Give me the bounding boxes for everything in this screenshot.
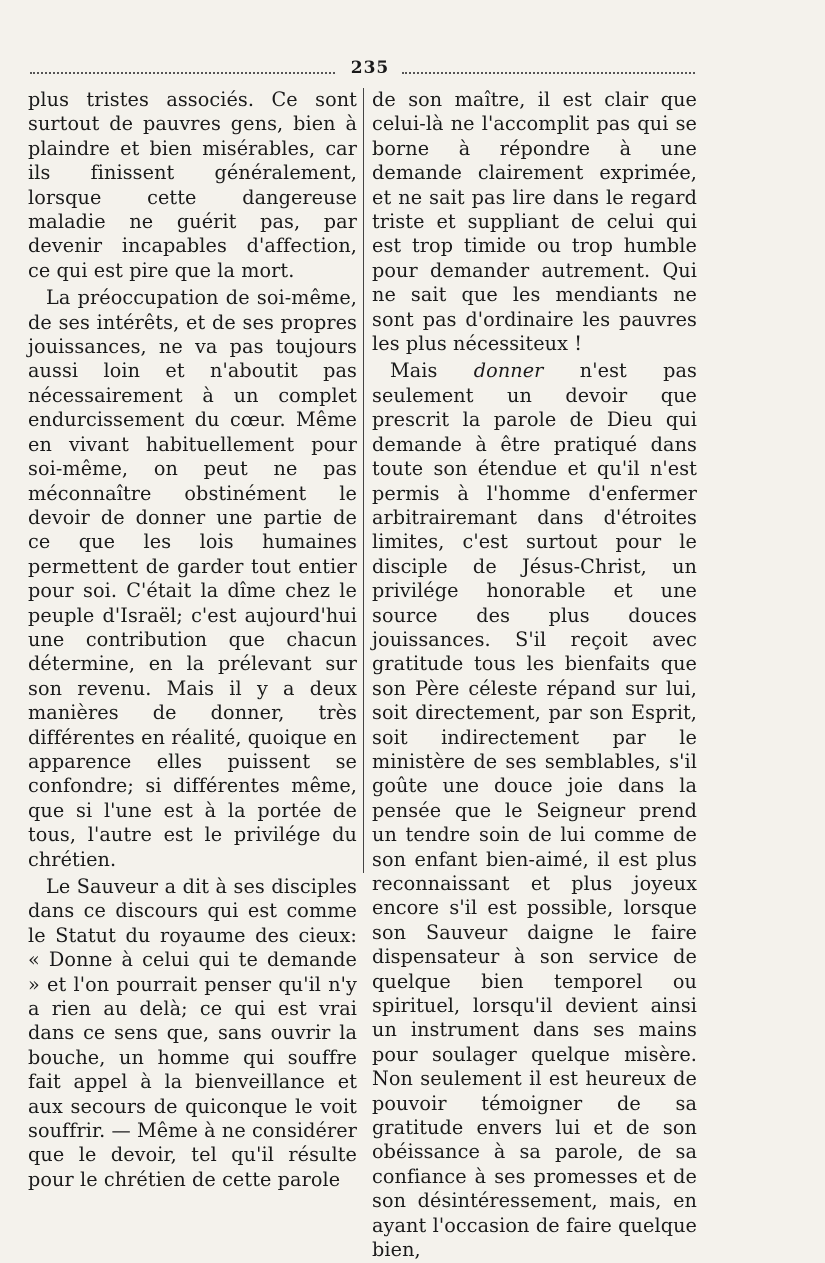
column-divider xyxy=(363,88,364,873)
emphasized-word: donner xyxy=(473,359,544,383)
left-paragraph-2: La préoccupation de soi-même, de ses intérêts, et de ses propres jouissances, ne va pas toujours aussi loin et n'aboutit pas nécessairement à un complet endurcissement du cœur. Même en vivant habituellement pour soi-même, on peut ne pas méconnaître obstinément le devoir de donner une partie de ce que les lois humaines permettent de garder tout entier pour soi. C'était la dîme chez le peuple d'Israël; c'est aujourd'hui une contribution que chacun détermine, en la prélevant sur son revenu. Mais il y a deux manières de donner, très différentes en réalité, quoique en apparence elles puissent se confondre; si différentes même, que si l'une est à la portée de tous, l'autre est le privilége du chrétien. xyxy=(28,286,357,871)
right-paragraph-2 xyxy=(372,359,697,1262)
left-paragraph-3: Le Sauveur a dit à ses disciples dans ce discours qui est comme le Statut du royaume des cieux: « Donne à celui qui te demande » et l'on pourrait penser qu'il n'y a rien au delà; ce qui est vrai dans ce sens que, sans ouvrir la bouche, un homme qui souffre fait appel à la bienveillance et aux secours de quiconque le voit souffrir. — Même à ne considérer que le devoir, tel qu'il résulte pour le chrétien de cette parole xyxy=(28,875,357,1191)
header-rule-left xyxy=(30,72,335,74)
left-column xyxy=(28,88,357,1192)
right-paragraph-2-start: Mais xyxy=(390,359,474,383)
right-column xyxy=(372,88,697,1263)
page-header xyxy=(30,58,695,80)
header-rule-right xyxy=(402,72,695,74)
right-paragraph-1: de son maître, il est clair que celui-là ne l'accomplit pas qui se borne à répondre à une demande clairement exprimée, et ne sait pas lire dans le regard triste et suppliant de celui qui est trop timide ou trop humble pour demander autrement. Qui ne sait que les mendiants ne sont pas d'ordinaire les pauvres les plus nécessiteux ! xyxy=(372,88,697,356)
page-number: 235 xyxy=(350,58,390,78)
right-paragraph-2-rest: n'est pas seulement un devoir que prescrit la parole de Dieu qui demande à être pratiqué dans toute son étendue et qu'il n'est permis à l'homme d'enfermer arbitrairemant dans d'étroites limites, c'est surtout pour le disciple de Jésus-Christ, un privilége honorable et une source des plus douces jouissances. S'il reçoit avec gratitude tous les bienfaits que son Père céleste répand sur lui, soit directement, par son Esprit, soit indirectement par le ministère de ses semblables, s'il goûte une douce joie dans la pensée que le Seigneur prend un tendre soin de lui comme de son enfant bien-aimé, il est plus reconnaissant et plus joyeux encore s'il est possible, lorsque son Sauveur daigne le faire dispensateur à son service de quelque bien temporel ou spirituel, lorsqu'il devient ainsi un instrument dans ses mains pour soulager quelque misère. Non seulement il est heureux de pouvoir témoigner de sa gratitude envers lui et de son obéissance à sa parole, de sa confiance à ses promesses et de son désintéressement, mais, en ayant l'occasion de faire quelque bien, xyxy=(372,359,697,1262)
left-paragraph-1: plus tristes associés. Ce sont surtout de pauvres gens, bien à plaindre et bien misérables, car ils finissent généralement, lorsque cette dangereuse maladie ne guérit pas, par devenir incapables d'affection, ce qui est pire que la mort. xyxy=(28,88,357,282)
